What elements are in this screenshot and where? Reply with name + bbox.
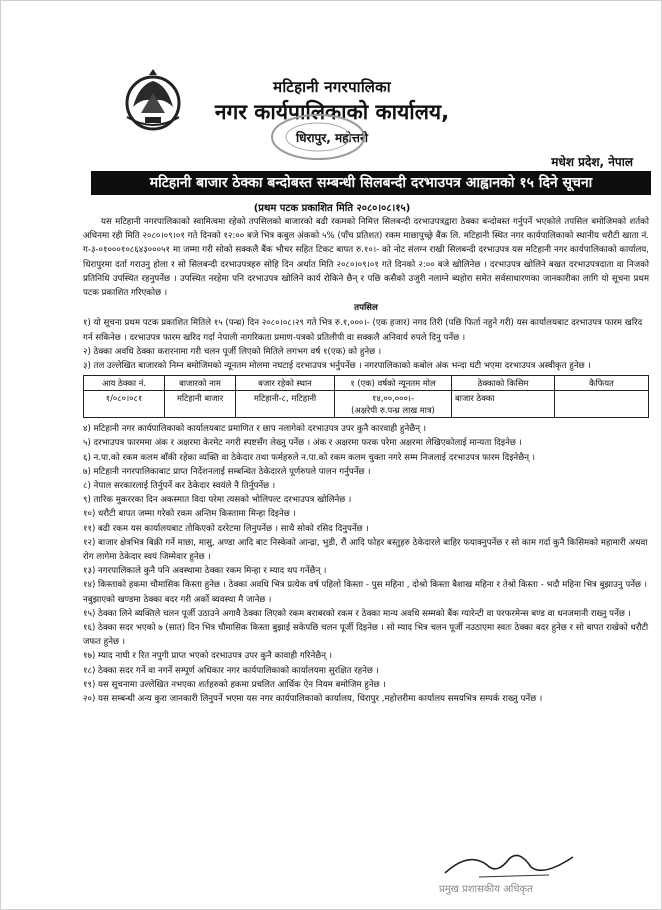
condition-item: १३) नगरपालिकाले कुनै पनि अवस्थामा ठेक्का रकम मिन्हा र म्याद थप गर्नेछैन् । (83, 566, 327, 577)
condition-item: १२) बाजार क्षेत्रभित्र बिक्री गर्ने माछा, मासु, अण्डा आदि बाट निस्केको आन्द्रा, भुडी, रौं आदि फोहर बस्तुहरु ठेकेदारले बाहिर फयाक्नुपर्नेछ र सो काम गर्दा कुनै किसिमको महामारी अथवा रोग लागेमा ठेकेदार स्वयं जिम्मेवार हुनेछ । (83, 537, 648, 563)
condition-item: ८) नेपाल सरकारलाई तिर्नुपर्ने कर ठेकेदार स्वयंले नै तिर्नुपर्नेछ । (83, 481, 276, 492)
condition-item: ५) दरभाउपत्र फारममा अंक र अक्षरमा केरमेट नगरी स्पष्टसँग लेख्नु पर्नेछ । अंक र अक्षरमा फरक परेमा अक्षरमा लेखिएकोलाई मान्यता दिइनेछ । (83, 438, 522, 449)
condition-item: ६) न.पा.को रकम कलम बाँकी रहेका व्यक्ति वा ठेकेदार तथा फर्महरुले न.पा.को रकम कलम चुक्ता नगरे सम्म निजलाई दरभाउपत्र फारम दिइनेछैन् । (83, 452, 535, 463)
condition-item: १८) ठेक्का सदर गर्ने वा नगर्ने सम्पूर्ण अधिकार नगर कार्यपालिकाको कार्यालयमा सुरक्षित रहनेछ । (83, 665, 379, 676)
condition-item: ११) बढी रकम यस कार्यालयबाट तोकिएको दररेटमा लिनुपर्नेछ । साथै सोको रसिद दिनुपर्नेछ । (83, 523, 369, 534)
province-label: मधेश प्रदेश, नेपाल (551, 155, 633, 169)
condition-item: ४) मटिहानी नगर कार्यपालिकाको कार्यालयबाट प्रमाणित र छाप नलागेको दरभाउपत्र उपर कुनै कारवाही हुनेछैन् । (83, 424, 426, 435)
table-row (84, 391, 649, 418)
market-table (83, 375, 649, 418)
office-name: नगर कार्यपालिकाको कार्यालय, (214, 100, 450, 124)
cell-min-value (335, 391, 452, 418)
col-min-value: १ (एक) वर्षको न्यूनतम मोल (335, 376, 452, 391)
publication-date: (प्रथम पटक प्रकाशित मिति २०८०।०८।१५) (253, 203, 411, 214)
col-remarks: कैफियत (555, 376, 649, 391)
table-header-row (84, 376, 649, 391)
office-place: धिरापुर, महोत्तरी (296, 131, 368, 145)
notice-body (83, 215, 649, 706)
cell-contract-type: बाजार ठेक्का (452, 391, 555, 418)
condition-item: २) ठेक्का अवधि ठेक्का करारनामा गरी चलन पूर्जी लिएको मितिले लगभग वर्ष १(एक) को हुनेछ । (83, 346, 382, 357)
signature-icon (439, 847, 579, 881)
condition-item: १६) ठेक्का सदर भएको ७ (सात) दिन भित्र चौमासिक किस्ता बुझाई सकेपछि चलन पूर्जी दिइनेछ । सो म्याद भित्र चलन पूर्जी नउठाएमा स्वतः ठेक्का बदर हुनेछ र सो बापत राखेको धरौटी जफत हुनेछ । (83, 623, 649, 648)
col-location: बजार रहेको स्थान (236, 376, 335, 391)
condition-item: ९) तारिक मुकररका दिन अकस्मात विदा परेमा त्यसको भोलिपल्ट दरभाउपत्र खोलिनेछ । (83, 495, 352, 506)
min-value-words: (अक्षरेपी रु.पन्ध्र लाख मात्र) (351, 405, 435, 416)
condition-item: १७) म्याद नाघी र रित नपुगी प्राप्त भएको दरभाउपत्र उपर कुनै कावाही गरिनेछैन् । (83, 651, 332, 662)
cell-remarks (555, 391, 649, 418)
cell-location: मटिहानी-८, मटिहानी (236, 391, 335, 418)
signatory-title: प्रमुख प्रशासकीय अधिकृत (439, 884, 533, 895)
cell-contract-no: १/०८०।०८१ (84, 391, 165, 418)
col-market-name: बाजारको नाम (165, 376, 236, 391)
cell-market-name: मटिहानी बाजार (165, 391, 236, 418)
condition-item: १५) ठेक्का लिने ब्यक्तिले चलन पूर्जी उठाउने अगावै ठेक्का लिएको रकम बराबरको रकम र ठेक्का मान्य अवधि सम्मको बैंक ग्यारेन्टी वा परफरमेन्स बण्ड वा धनजमानी राख्नु पर्नेछ । (83, 608, 631, 619)
min-value-figure: १४,००,०००।- (371, 393, 414, 404)
col-contract-no: आय ठेक्का नं. (84, 376, 165, 391)
notice-title-banner: मटिहानी बाजार ठेक्का बन्दोबस्त सम्बन्धी सिलबन्दी दरभाउपत्र आह्वानको १५ दिने सूचना (91, 171, 651, 195)
org-name: मटिहानी नगरपालिका (273, 78, 391, 96)
col-contract-type: ठेक्काको किसिम (452, 376, 555, 391)
condition-item: १४) किस्ताको हकमा चौमासिक किस्ता हुनेछ । ठेक्का अवधि भित्र प्रत्येक वर्ष पहिलो किस्ता - पुस महिना , दोश्रो किस्ता बैशाख महिना र तेश्रो किस्ता - भदौ महिना भित्र बुझाउनु पर्नेछ । नबुझाएको खण्डमा ठेक्का बदर गरी अर्को ब्यवस्था मै जानेछ । (83, 580, 647, 605)
condition-item: ७) मटिहानी नगरपालिकाबाट प्राप्त निर्देशनलाई सम्बन्धित ठेकेदारले पूर्णरुपले पालन गर्नुपर्नेछ । (83, 466, 371, 477)
office-seal-icon (263, 109, 373, 165)
condition-item: १) यो सूचना प्रथम पटक प्रकाशित मितिले १५ (पन्ध्र) दिन २०८०।०८।२९ गते भित्र रु.१,०००।- (एक हजार) नगद तिरी (पछि फिर्ता नहुने गरी) यस कार्यालयबाट दरभाउपत्र फारम खरिद गर्न सकिनेछ । दरभाउपत्र फारम खरिद गर्दा नेपाली नागरिकता प्रमाण-पत्रको प्रतिलीपी वा सक्कलै अनिवार्य रुपले दिनु पर्नेछ । (83, 318, 643, 343)
condition-item: १९) यस सूचनामा उल्लेखित नभएका शर्तहरुको हकमा प्रचलित आर्थिक ऐन नियम बमोजिम हुनेछ । (83, 679, 386, 690)
details-heading: तपसिल (354, 303, 378, 314)
condition-item: २०) यस सम्बन्धी अन्य कुरा जानकारी लिनुपर्ने भएमा यस नगर कार्यपालिकाको कार्यालय, धिरापुर ,महोत्तरीमा कार्यालय समयभित्र सम्पर्क राख्नु पर्नेछ । (83, 694, 543, 705)
condition-item: ३) तल उल्लेखित बाजारको निम्न बमोजिमको न्यूनतम मोलमा नघटाई दरभाउपत्र भर्नुपर्नेछ । नगरपालिकाको कबोल अंक भन्दा घटी भएमा दरभाउपत्र अस्वीकृत हुनेछ । (83, 361, 591, 372)
condition-item: १०) धरौटी बापत जम्मा गरेको रकम अन्तिम किस्तामा मिन्हा दिइनेछ । (83, 509, 296, 520)
intro-paragraph: यस मटिहानी नगरपालिकाको स्वामित्वमा रहेको तपसिलको बाजारको बढी रकमको निमित्त सिलबन्दी दरभाउपत्रद्वारा ठेक्का बन्दोबस्त गर्नुपर्ने भएकोले तपसिल बमोजिमको शर्तको अधिनमा रही मिति २०८०।०९।०१ गते दिनको १२:०० बजे भित्र कबुल अंकको ५% (पाँच प्रतिशत) रकम माछापुच्छ्रे बैंक लि. मटिहानी स्थित नगर कार्यपालिकाको स्थानीय धरौटी खाता नं. ग-३-०१०००१०८६४३०००५१ मा जम्मा गरी सोको सक्कलै बैंक भौचर सहित टिकट बापत रु.१०।- को नोट संलग्न राखी सिलबन्दी दरभाउपत्र यस मटिहानी नगर कार्यपालिकाको कार्यालय, धिरापुरमा दर्ता गराउनु होला र सो सिलबन्दी दरभाउपत्रहरु सोहि दिन अर्थात मिति २०८०।०९।०१ गते दिनको २:०० बजे खोलिनेछ । दरभाउपत्र खोलिने बखत दरभाउपत्रदाता वा निजको प्रतिनिधि उपस्थित रहनुपर्नेछ । उपस्थित नरहेमा पनि दरभाउपत्र खोलिने कार्य रोकिने छैन् र पछि कसैको उजुरी नलाग्ने ब्यहोरा समेत सर्वसाधारणका जानकारीका लागि यो सूचना प्रथम पटक प्रकाशित गरिएकोछ । (83, 217, 649, 299)
